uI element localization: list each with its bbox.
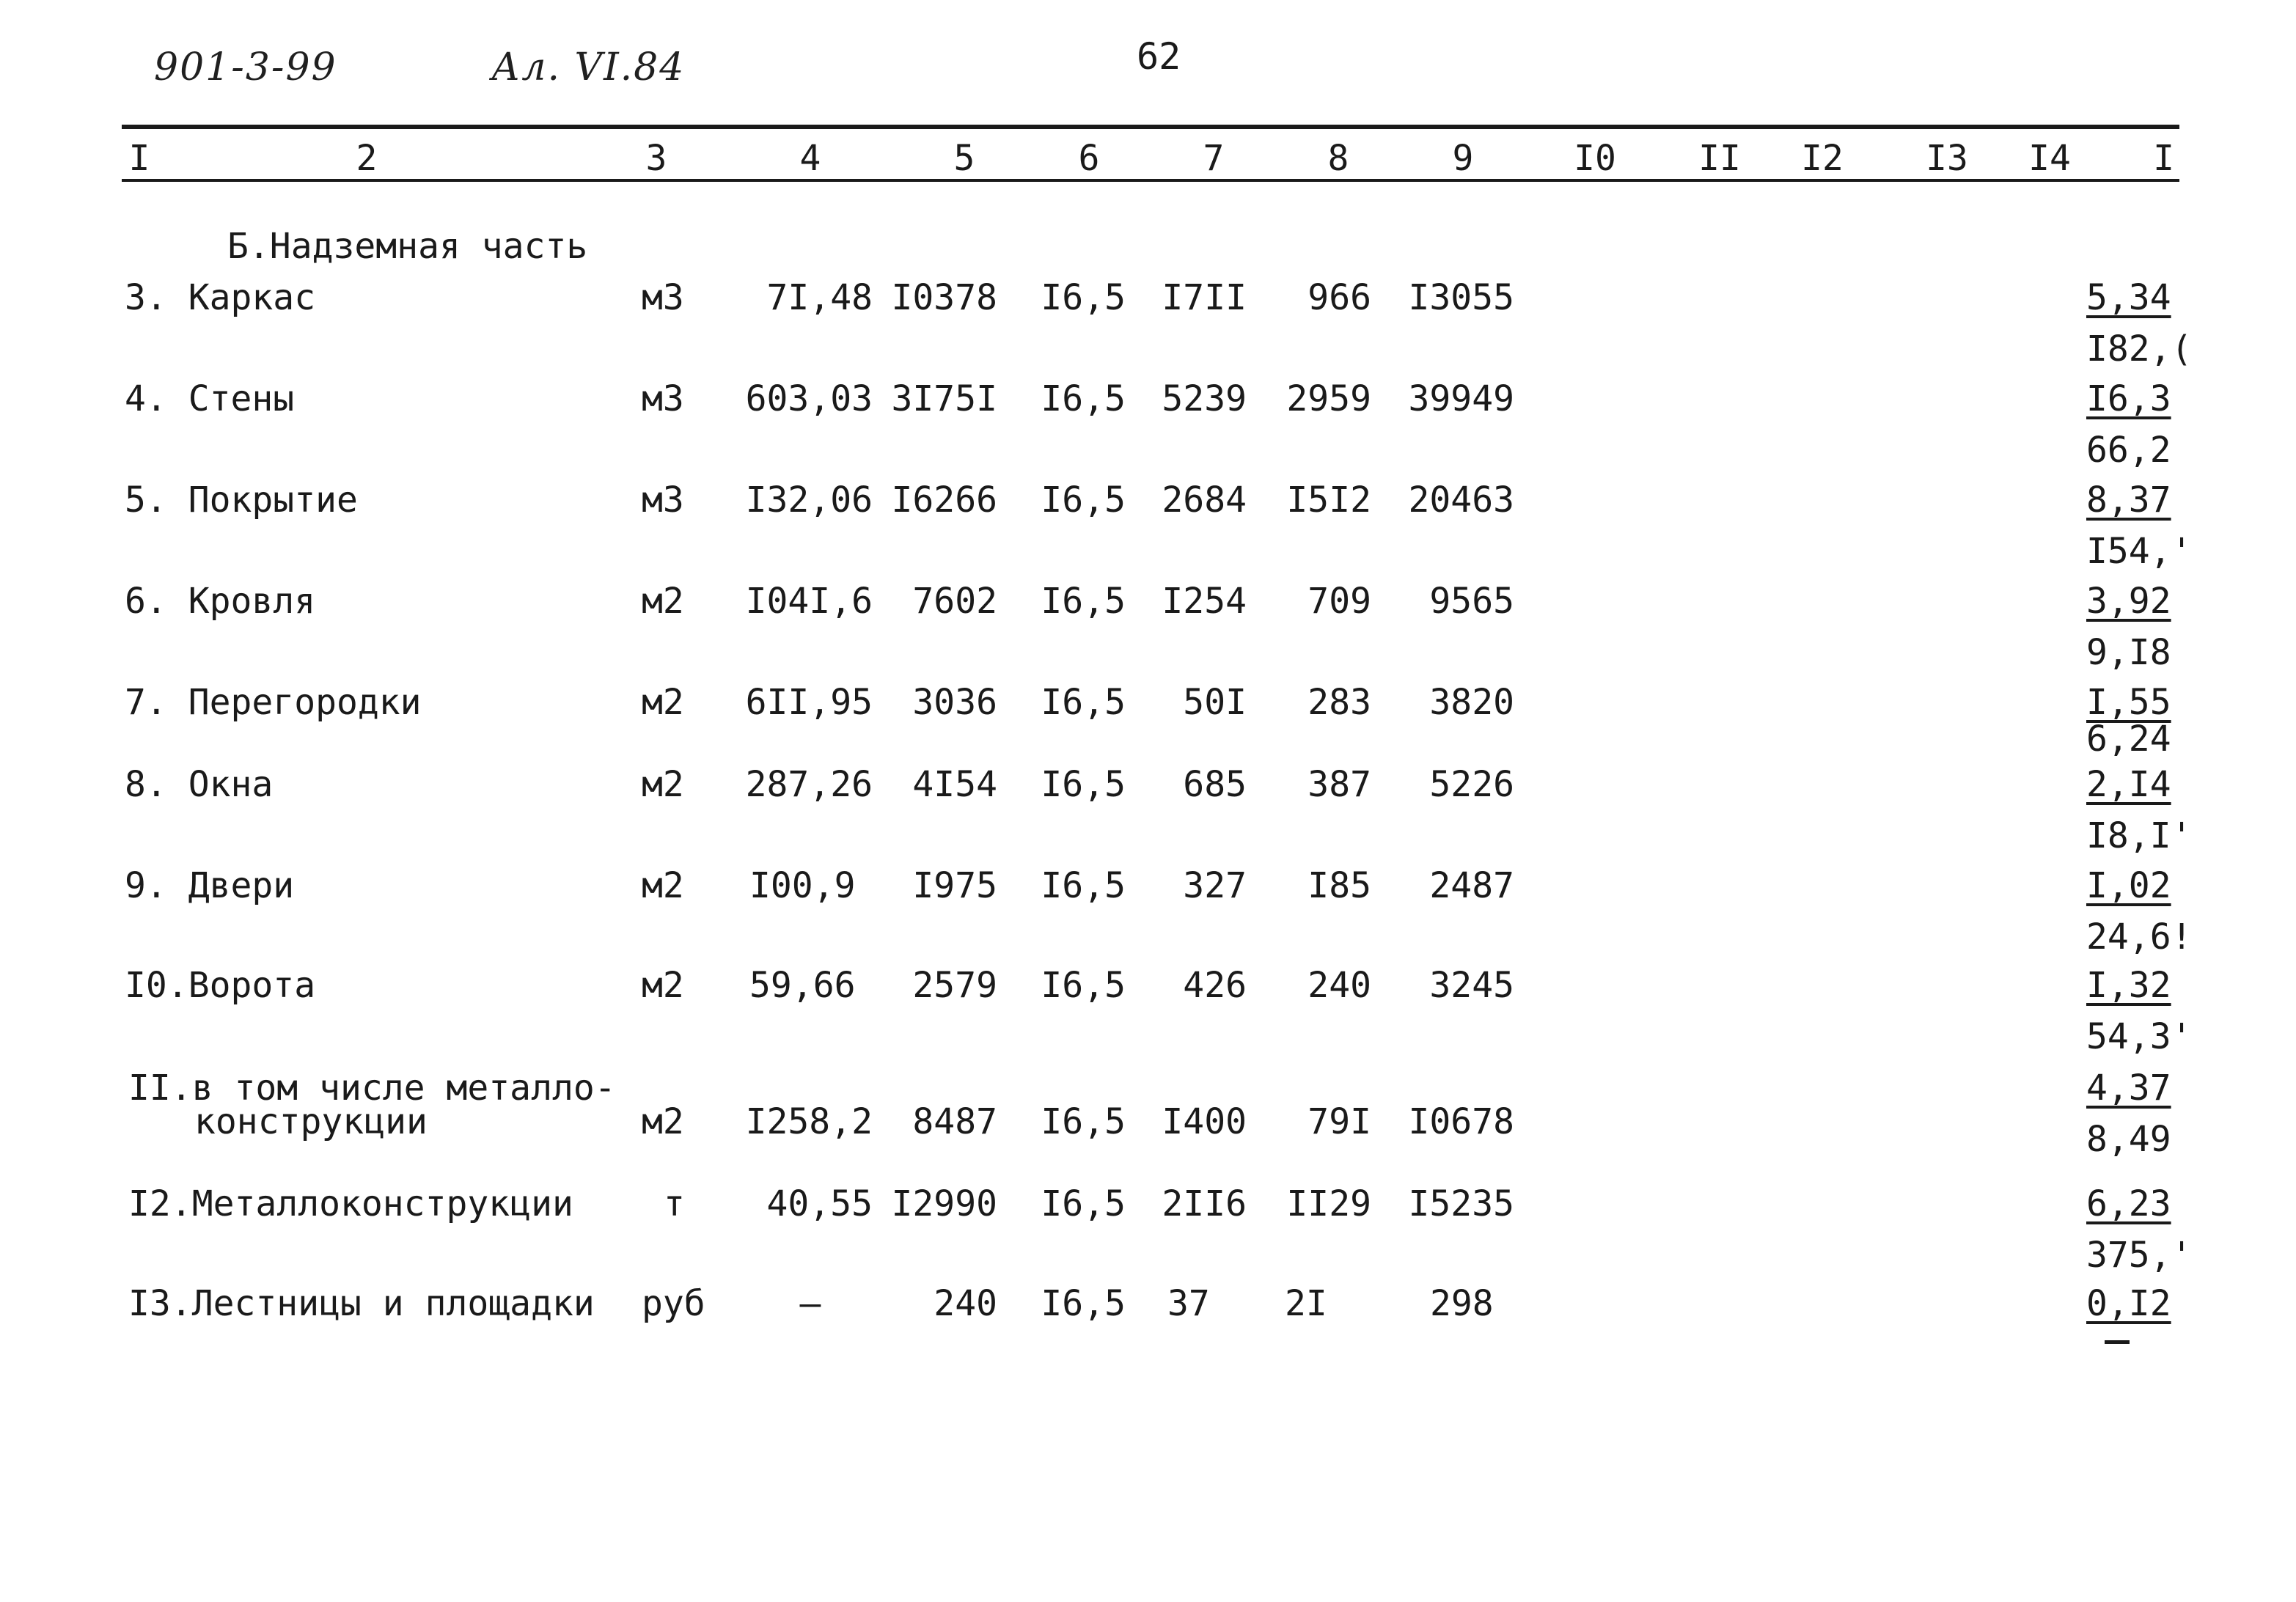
cell-col15-top: 8,37	[2086, 480, 2171, 521]
cell-col6: I6,5	[1041, 1283, 1126, 1324]
row-name: 8. Окна	[125, 764, 274, 805]
row-name: 4. Стены	[125, 378, 295, 419]
row-name: 5. Покрытие	[125, 480, 358, 521]
cell-col7: 37	[1167, 1283, 1210, 1324]
cell-col8: 283	[1307, 682, 1371, 723]
cell-col6: I6,5	[1041, 965, 1126, 1006]
cell-col8: 709	[1307, 581, 1371, 622]
cell-col5: I975	[912, 865, 997, 906]
page-number: 62	[1137, 35, 1181, 78]
row-unit: м3	[642, 277, 684, 318]
row-unit: м2	[642, 682, 684, 723]
col-header: II	[1698, 138, 1741, 179]
row-unit: м3	[642, 480, 684, 521]
cell-col15-bottom: 6,24	[2086, 719, 2171, 760]
row-name: 7. Перегородки	[125, 682, 422, 723]
row-name: 9. Двери	[125, 865, 295, 906]
col-header: 7	[1203, 138, 1225, 179]
cell-col6: I6,5	[1041, 865, 1126, 906]
cell-col6: I6,5	[1041, 1101, 1126, 1142]
cell-col15-top: 3,92	[2086, 581, 2171, 622]
row-unit: м2	[642, 965, 684, 1006]
cell-col8: II29	[1286, 1183, 1371, 1224]
cell-col8: 966	[1307, 277, 1371, 318]
cell-col6: I6,5	[1041, 581, 1126, 622]
cell-col8: 387	[1307, 764, 1371, 805]
cell-col15-bottom: I54,'	[2086, 531, 2193, 572]
cell-col4: I04I,6	[745, 581, 873, 622]
cell-col15-bottom: 9,I8	[2086, 632, 2171, 673]
cell-col5: 2579	[912, 965, 997, 1006]
cell-col7: I400	[1162, 1101, 1247, 1142]
cell-col9: 3245	[1429, 965, 1514, 1006]
top-rule	[122, 125, 2179, 129]
cell-col15-bottom: 24,6!	[2086, 916, 2193, 958]
cell-col4: –	[799, 1283, 821, 1324]
cell-col9: I0678	[1408, 1101, 1514, 1142]
cell-col9: I3055	[1408, 277, 1514, 318]
col-header: 8	[1327, 138, 1349, 179]
col-header: 4	[799, 138, 821, 179]
cell-col6: I6,5	[1041, 378, 1126, 419]
cell-col5: 3036	[912, 682, 997, 723]
cell-col9: 2487	[1429, 865, 1514, 906]
cell-col4: 287,26	[745, 764, 873, 805]
row-unit: руб	[642, 1283, 705, 1324]
col-header: I2	[1801, 138, 1844, 179]
cell-col9: 9565	[1429, 581, 1514, 622]
cell-col15-bottom: I82,(	[2086, 328, 2193, 370]
cell-col5: 4I54	[912, 764, 997, 805]
row-name: 6. Кровля	[125, 581, 316, 622]
cell-col5: I6266	[891, 480, 997, 521]
cell-col15-top: I6,3	[2086, 378, 2171, 419]
col-header: I	[2153, 138, 2174, 179]
row-name: I3.Лестницы и площадки	[128, 1283, 595, 1324]
cell-col7: I254	[1162, 581, 1247, 622]
cell-col15-bottom: 54,3'	[2086, 1016, 2193, 1057]
cell-col6: I6,5	[1041, 682, 1126, 723]
cell-col6: I6,5	[1041, 1183, 1126, 1224]
cell-col7: 2II6	[1162, 1183, 1247, 1224]
cell-col8: 2959	[1286, 378, 1371, 419]
cell-col6: I6,5	[1041, 764, 1126, 805]
cell-col4: I258,2	[745, 1101, 873, 1142]
col-header: I0	[1574, 138, 1616, 179]
cell-col7: 685	[1183, 764, 1247, 805]
cell-col9: 298	[1430, 1283, 1494, 1324]
cell-col7: I7II	[1162, 277, 1247, 318]
col-header: 2	[356, 138, 378, 179]
cell-col4: I32,06	[745, 480, 873, 521]
cell-col15-bottom: 375,'	[2086, 1235, 2193, 1276]
cell-col4: 6II,95	[745, 682, 873, 723]
document-code: 901-3-99	[154, 45, 337, 89]
cell-col7: 5239	[1162, 378, 1247, 419]
header-rule	[122, 179, 2179, 182]
cell-col15-top: 2,I4	[2086, 764, 2171, 805]
cell-col9: 39949	[1408, 378, 1514, 419]
cell-col15-top: I,32	[2086, 965, 2171, 1006]
col-header: I3	[1926, 138, 1968, 179]
cell-col4: I00,9	[749, 865, 856, 906]
cell-col15-top: 6,23	[2086, 1183, 2171, 1224]
cell-col5: I2990	[891, 1183, 997, 1224]
cell-col4: 59,66	[749, 965, 856, 1006]
row-unit: м2	[642, 764, 684, 805]
col-header: 6	[1078, 138, 1100, 179]
cell-col9: 20463	[1408, 480, 1514, 521]
cell-col5: 3I75I	[891, 378, 997, 419]
row-unit: м2	[642, 581, 684, 622]
cell-col15-top: I,02	[2086, 865, 2171, 906]
cell-col8: 2I	[1285, 1283, 1327, 1324]
sheet-reference: Ал. VI.84	[491, 45, 686, 89]
cell-col9: 3820	[1429, 682, 1514, 723]
row-name: I2.Металлоконструкции	[128, 1183, 573, 1224]
cell-col4: 40,55	[766, 1183, 873, 1224]
cell-col8: I5I2	[1286, 480, 1371, 521]
col-header: 3	[645, 138, 667, 179]
cell-col6: I6,5	[1041, 480, 1126, 521]
cell-col15-top: 5,34	[2086, 277, 2171, 318]
cell-col5: 7602	[912, 581, 997, 622]
cell-col8: I85	[1307, 865, 1371, 906]
cell-col8: 79I	[1307, 1101, 1371, 1142]
cell-col15-bottom: I8,I'	[2086, 815, 2193, 856]
cell-col5: 240	[934, 1283, 997, 1324]
cell-col15-bottom: 66,2	[2086, 430, 2171, 471]
row-name: I0.Ворота	[125, 965, 316, 1006]
cell-col5: 8487	[912, 1101, 997, 1142]
cell-col5: I0378	[891, 277, 997, 318]
row-name: 3. Каркас	[125, 277, 316, 318]
cell-col15-top: I,55	[2086, 682, 2171, 723]
cell-col4: 7I,48	[766, 277, 873, 318]
cell-col15-bottom: 8,49	[2086, 1119, 2171, 1160]
col-header: 5	[953, 138, 975, 179]
cell-col7: 2684	[1162, 480, 1247, 521]
cell-col9: 5226	[1429, 764, 1514, 805]
cell-col4: 603,03	[745, 378, 873, 419]
cell-col9: I5235	[1408, 1183, 1514, 1224]
col-header: I4	[2028, 138, 2071, 179]
cell-col7: 50I	[1183, 682, 1247, 723]
row-unit: м2	[642, 865, 684, 906]
row-unit: т	[664, 1183, 685, 1224]
cell-col8: 240	[1307, 965, 1371, 1006]
cell-col7: 327	[1183, 865, 1247, 906]
cell-col7: 426	[1183, 965, 1247, 1006]
col-header: I	[128, 138, 150, 179]
section-title: Б.Надземная часть	[227, 226, 588, 267]
cell-col6: I6,5	[1041, 277, 1126, 318]
col-header: 9	[1452, 138, 1474, 179]
row-name-line2: конструкции	[194, 1101, 428, 1142]
cell-col15-top: 0,I2	[2086, 1283, 2171, 1324]
row-name-line1: II.в том числе металло-	[128, 1068, 616, 1109]
row-unit: м3	[642, 378, 684, 419]
cell-col15-top: 4,37	[2086, 1068, 2171, 1109]
row-unit: м2	[642, 1101, 684, 1142]
dash-mark	[2105, 1340, 2130, 1344]
